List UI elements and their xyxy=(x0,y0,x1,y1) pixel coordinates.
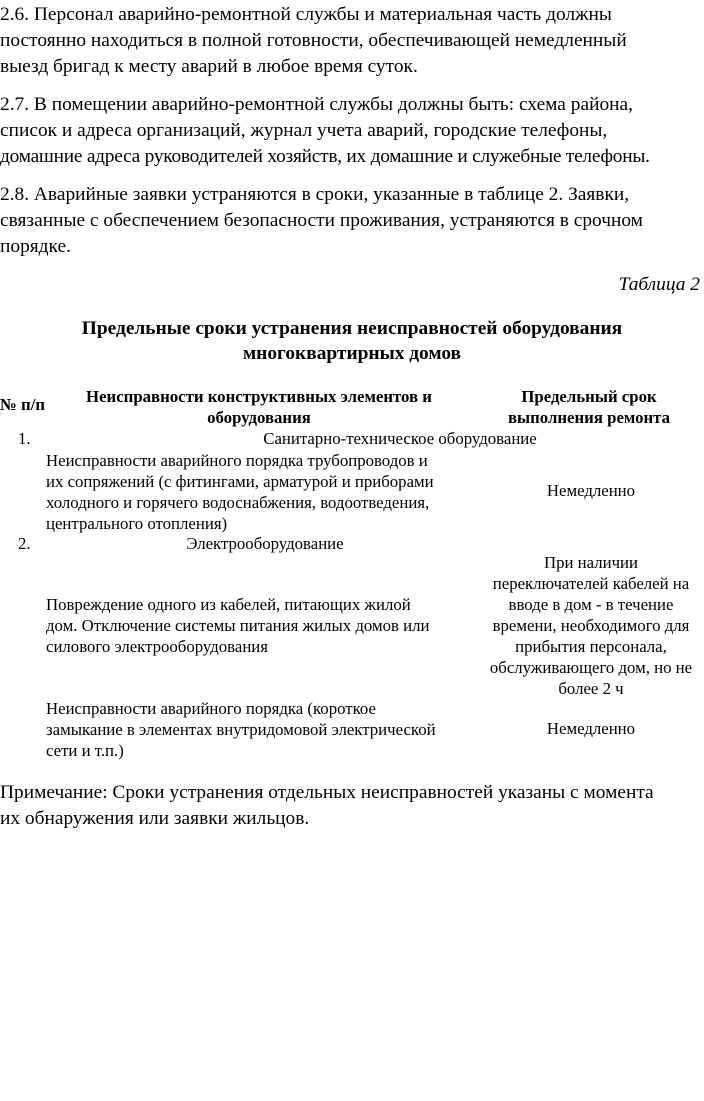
paragraph-line: 2.6. Персонал аварийно-ремонтной службы и материальная часть должны xyxy=(0,4,612,25)
paragraph-line: 2.8. Аварийные заявки устраняются в сроки, указанные в таблице 2. Заявки, xyxy=(0,184,630,205)
paragraph-line: выезд бригад к месту аварий в любое время суток. xyxy=(0,56,418,77)
paragraph-2-7 xyxy=(0,92,704,170)
section-num: 1. xyxy=(18,429,31,448)
header-num: № п/п xyxy=(0,395,46,414)
header-fault: Неисправности конструктивных элементов и оборудования xyxy=(86,387,432,427)
paragraph-line: домашние адреса руководителей хозяйств, их домашние и служебные телефоны. xyxy=(0,146,650,167)
table-title xyxy=(0,316,704,366)
section-num: 2. xyxy=(18,534,31,553)
table-row-term: Немедленно xyxy=(546,481,636,500)
section-title: Санитарно-техническое оборудование xyxy=(263,429,537,448)
paragraph-line: связанные с обеспечением безопасности проживания, устраняются в срочном xyxy=(0,210,643,231)
paragraph-line: список и адреса организаций, журнал учета аварий, городские телефоны, xyxy=(0,120,608,141)
note-paragraph xyxy=(0,780,704,832)
header-term: Предельный срок выполнения ремонта xyxy=(507,387,671,427)
table-row-term: При наличии переключателей кабелей на вводе в дом - в течение времени, необходимого для прибытия персонала, обслуживающего дом, но не более 2 ч xyxy=(489,553,693,698)
table-row-fault: Повреждение одного из кабелей, питающих жилой дом. Отключение системы питания жилых домов или силового электрооборудования xyxy=(46,595,430,656)
table-title-line: многоквартирных домов xyxy=(242,343,462,364)
paragraph-2-6 xyxy=(0,2,704,80)
paragraph-line: порядке. xyxy=(0,236,71,257)
table-row-fault: Неисправности аварийного порядка (короткое замыкание в элементах внутридомовой электрической сети и т.п.) xyxy=(46,699,436,760)
table-label: Таблица 2 xyxy=(618,274,700,295)
section-title: Электрооборудование xyxy=(186,534,344,553)
table-row-term: Немедленно xyxy=(546,719,636,738)
note-line: Примечание: Сроки устранения отдельных неисправностей указаны с момента xyxy=(0,782,654,803)
table-title-line: Предельные сроки устранения неисправностей оборудования xyxy=(81,318,623,339)
paragraph-line: постоянно находиться в полной готовности, обеспечивающей немедленный xyxy=(0,30,627,51)
paragraph-line: 2.7. В помещении аварийно-ремонтной службы должны быть: схема района, xyxy=(0,94,633,115)
note-line: их обнаружения или заявки жильцов. xyxy=(0,808,310,829)
paragraph-2-8 xyxy=(0,182,704,260)
table-row-fault: Неисправности аварийного порядка трубопроводов и их сопряжений (с фитингами, арматурой и приборами холодного и горячего водоснабжения, водоотведения, центрального отопления) xyxy=(46,451,434,533)
